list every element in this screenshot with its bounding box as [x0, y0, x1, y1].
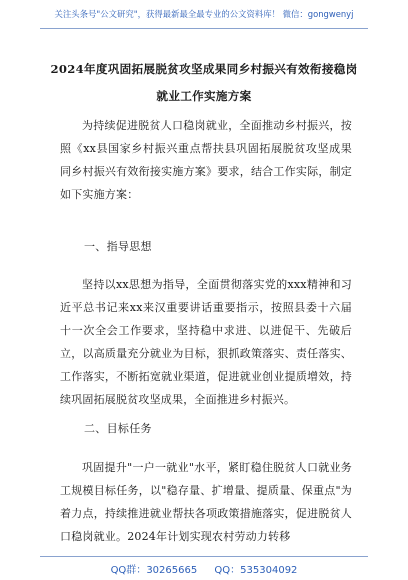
- footer-divider: [40, 556, 368, 557]
- section-1-paragraph: [60, 273, 352, 411]
- qq-group-label: QQ群：: [110, 565, 147, 576]
- section-heading-guiding-ideology: 一、指导思想: [84, 240, 152, 253]
- section-heading-target-tasks: 二、目标任务: [84, 422, 152, 435]
- section-2-text: 巩固提升"一户一就业"水平，紧盯稳住脱贫人口就业务工规模目标任务，以"稳存量、扩增量、提质量、保重点"为着力点，持续推进就业帮扶各项政策措施落实，促进脱贫人口稳岗就业。2024年计划实现农村劳动力转移: [60, 461, 352, 543]
- qq-label: QQ：: [214, 565, 241, 576]
- header-divider: [40, 28, 368, 29]
- section-1-text: 坚持以xx思想为指导，全面贯彻落实党的xxx精神和习近平总书记来xx来汉重要讲话重要指示，按照县委十六届十一次全会工作要求，坚持稳中求进、以进促干、先破后立，以高质量充分就业为目标，狠抓政策落实、责任落实、工作落实，不断拓宽就业渠道，促进就业创业提质增效，持续巩固拓展脱贫攻坚成果，全面推进乡村振兴。: [60, 278, 352, 406]
- intro-paragraph: [60, 114, 352, 206]
- intro-text: 为持续促进脱贫人口稳岗就业，全面推动乡村振兴，按照《xx县国家乡村振兴重点帮扶县巩固拓展脱贫攻坚成果同乡村振兴有效衔接实施方案》要求，结合工作实际，制定如下实施方案：: [60, 119, 352, 201]
- title-line-2: 就业工作实施方案: [156, 89, 252, 103]
- footer-contact: [0, 561, 408, 576]
- qq-number: 535304092: [240, 565, 298, 576]
- document-title: [46, 56, 362, 110]
- title-line-1: 2024年度巩固拓展脱贫攻坚成果同乡村振兴有效衔接稳岗: [50, 62, 358, 76]
- section-2-paragraph: [60, 456, 352, 548]
- qq-group-number: 30265665: [146, 565, 198, 576]
- header-promo-banner: 关注头条号"公文研究"，获得最新最全最专业的公文资料库！ 微信：gongwenyj: [54, 9, 354, 19]
